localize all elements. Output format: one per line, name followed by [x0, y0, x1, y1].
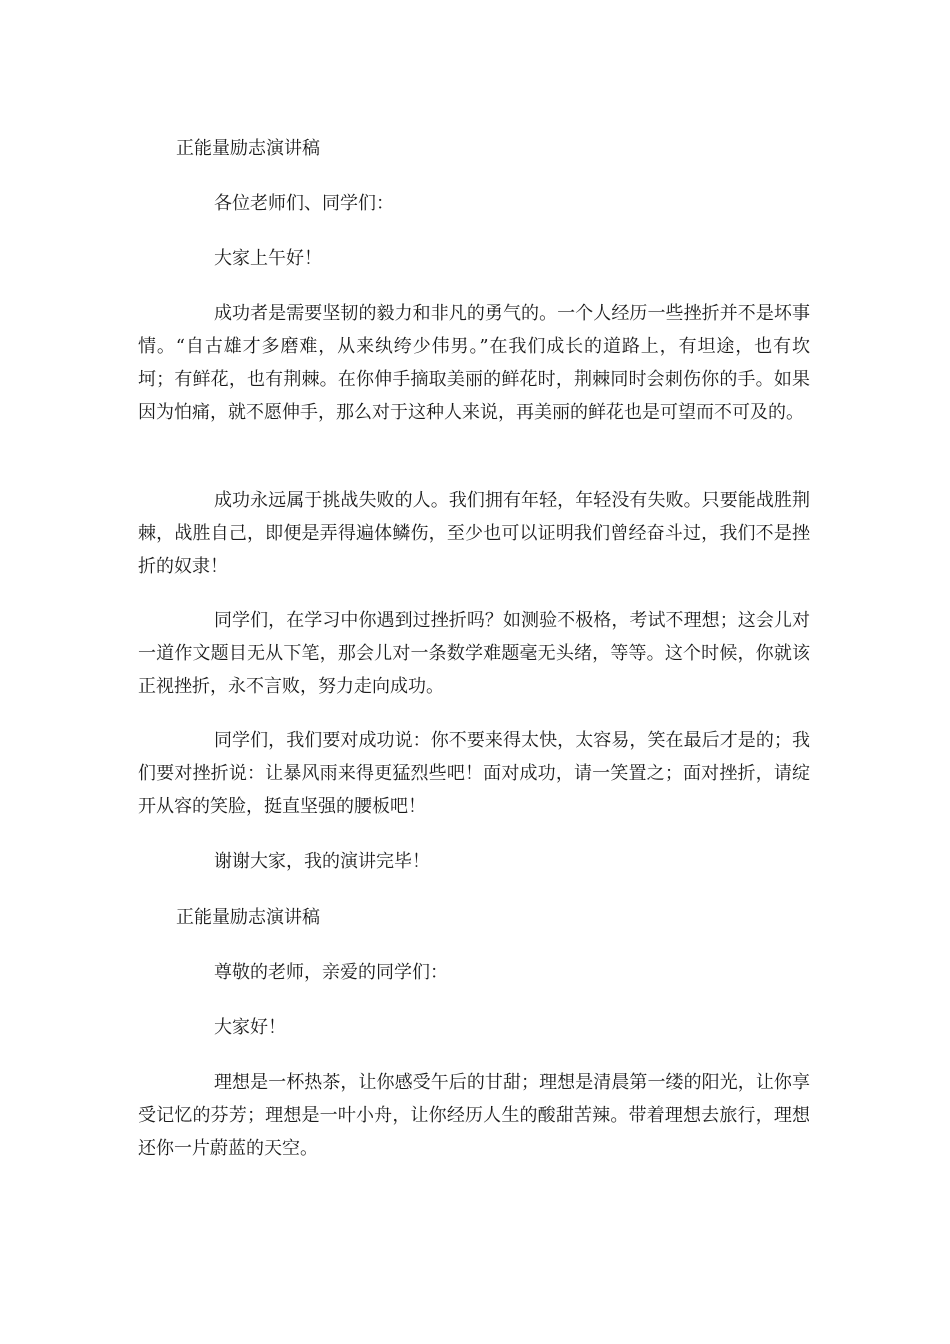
speech-2-salutation: 大家好！: [214, 1017, 286, 1038]
speech-1-paragraph-1: 成功者是需要坚韧的毅力和非凡的勇气的。一个人经历一些挫折并不是坏事情。“自古雄才多磨难，从来纨绔少伟男。”在我们成长的道路上，有坦途，也有坎坷；有鲜花，也有荆棘。在你伸手摘取美丽的鲜花时，荆棘同时会刺伤你的手。如果因为怕痛，就不愿伸手，那么对于这种人来说，再美丽的鲜花也是可望而不可及的。: [138, 303, 810, 423]
speech-2-title: 正能量励志演讲稿: [176, 907, 320, 928]
speech-1-paragraph-2: 成功永远属于挑战失败的人。我们拥有年轻，年轻没有失败。只要能战胜荆棘，战胜自己，即便是弄得遍体鳞伤，至少也可以证明我们曾经奋斗过，我们不是挫折的奴隶！: [138, 490, 810, 577]
speech-1-salutation: 大家上午好！: [214, 248, 322, 269]
speech-1-closing: 谢谢大家，我的演讲完毕！: [214, 851, 430, 872]
speech-1-greeting: 各位老师们、同学们：: [214, 193, 394, 214]
speech-1-paragraph-3: 同学们，在学习中你遇到过挫折吗？如测验不极格，考试不理想；这会儿对一道作文题目无从下笔，那会儿对一条数学难题毫无头绪，等等。这个时候，你就该正视挫折，永不言败，努力走向成功。: [138, 610, 810, 697]
speech-1-title: 正能量励志演讲稿: [176, 138, 320, 159]
speech-2-paragraph-1: 理想是一杯热茶，让你感受午后的甘甜；理想是清晨第一缕的阳光，让你享受记忆的芬芳；理想是一叶小舟，让你经历人生的酸甜苦辣。带着理想去旅行，理想还你一片蔚蓝的天空。: [138, 1072, 810, 1159]
speech-1-paragraph-4: 同学们，我们要对成功说：你不要来得太快，太容易，笑在最后才是的；我们要对挫折说：让暴风雨来得更猛烈些吧！面对成功，请一笑置之；面对挫折，请绽开从容的笑脸，挺直坚强的腰板吧！: [138, 730, 810, 817]
speech-2-greeting: 尊敬的老师，亲爱的同学们：: [214, 962, 448, 983]
